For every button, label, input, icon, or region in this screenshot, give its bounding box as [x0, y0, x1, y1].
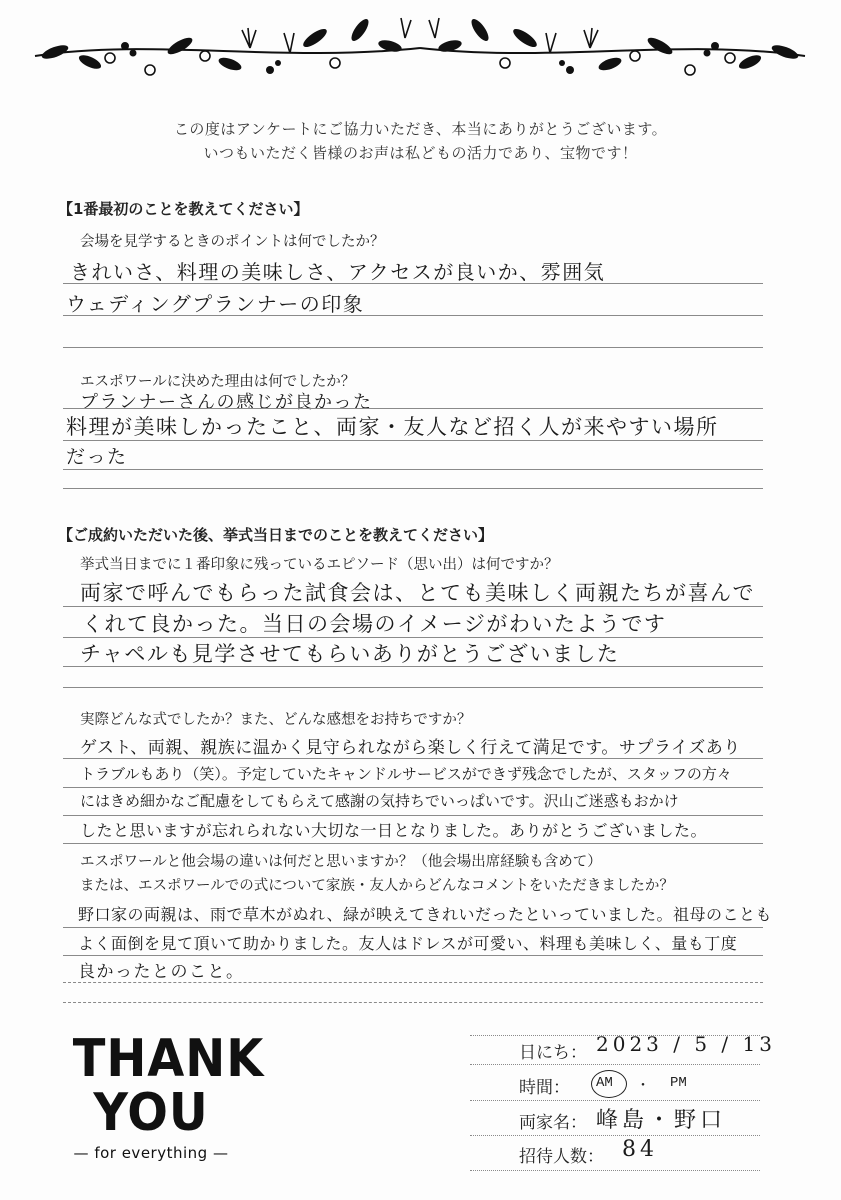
thank-you-tagline: — for everything —	[73, 1144, 229, 1162]
answer-ceremony-line-3: にはきめ細かなご配慮をしてもらえて感謝の気持ちでいっぱいです。沢山ご迷惑もおかけ	[80, 792, 679, 810]
answer-episode-line-1: 両家で呼んでもらった試食会は、とても美味しく両親たちが喜んで	[80, 581, 755, 605]
time-option-am: AM	[596, 1075, 613, 1091]
question-difference-line-1: エスポワールと他会場の違いは何だと思いますか？（他会場出席経験も含めて）	[80, 854, 602, 870]
answer-rule	[63, 687, 763, 688]
answer-ceremony-line-1: ゲスト、両親、親族に温かく見守られながら楽しく行えて満足です。サプライズあり	[80, 738, 741, 758]
answer-reason-line-3: だった	[66, 446, 128, 468]
answer-difference-line-2: よく面倒を見て頂いて助かりました。友人はドレスが可愛い、料理も美味しく、量も丁度	[78, 934, 738, 953]
time-label: 時間：	[519, 1078, 570, 1098]
thank-you-logo	[66, 1029, 265, 1162]
families-value: 峰島・野口	[596, 1108, 727, 1133]
answer-rule	[63, 283, 763, 284]
answer-rule	[63, 347, 763, 348]
answer-rule	[63, 927, 763, 928]
answer-reason-line-1: プランナーさんの感じが良かった	[80, 392, 373, 413]
answer-rule	[63, 955, 763, 956]
question-reason-chosen: エスポワールに決めた理由は何でしたか？	[80, 374, 356, 390]
answer-venue-points-line-1: きれいさ、料理の美味しさ、アクセスが良いか、雰囲気	[70, 260, 606, 284]
section-1-heading: 【1番最初のことを教えてください】	[58, 200, 309, 218]
intro-line-2: いつもいただく皆様のお声は私どもの活力であり、宝物です！	[203, 144, 638, 162]
answer-rule	[63, 408, 763, 409]
thank-you-word-you: YOU	[93, 1083, 209, 1143]
answer-rule	[63, 315, 763, 316]
footer-rule	[470, 1135, 760, 1136]
answer-rule	[63, 469, 763, 470]
answer-reason-line-2: 料理が美味しかったこと、両家・友人など招く人が来やすい場所	[66, 415, 719, 439]
families-label: 両家名：	[519, 1113, 587, 1133]
footer-rule	[470, 1170, 760, 1171]
question-ceremony-impression: 実際どんな式でしたか？また、どんな感想をお持ちですか？	[80, 712, 472, 728]
question-episode: 挙式当日までに１番印象に残っているエピソード（思い出）は何ですか？	[80, 557, 559, 573]
answer-ceremony-line-4: したと思いますが忘れられない大切な一日となりました。ありがとうございました。	[80, 821, 708, 840]
intro-line-1: この度はアンケートにご協力いただき、本当にありがとうございます。	[173, 120, 668, 138]
answer-rule	[63, 982, 763, 983]
answer-venue-points-line-2: ウェディングプランナーの印象	[66, 292, 365, 316]
answer-episode-line-3: チャペルも見学させてもらいありがとうございました	[80, 642, 620, 666]
answer-rule	[63, 488, 763, 489]
answer-rule	[63, 815, 763, 816]
question-difference-line-2: または、エスポワールでの式について家族・友人からどんなコメントをいただきましたか？	[80, 878, 674, 894]
answer-rule	[63, 787, 763, 788]
footer-rule	[470, 1100, 760, 1101]
date-label: 日にち：	[519, 1043, 587, 1063]
time-option-pm: PM	[670, 1075, 687, 1091]
answer-ceremony-line-2: トラブルもあり（笑）。予定していたキャンドルサービスができず残念でしたが、スタッフの方々	[80, 765, 732, 783]
answer-rule	[63, 758, 763, 759]
answer-rule	[63, 440, 763, 441]
answer-rule	[63, 606, 763, 607]
section-2-heading: 【ご成約いただいた後、挙式当日までのことを教えてください】	[58, 526, 494, 544]
answer-difference-line-1: 野口家の両親は、雨で草木がぬれ、緑が映えてきれいだったといっていました。祖母のことも	[78, 905, 772, 924]
botanical-garland-decoration	[30, 8, 810, 98]
answer-episode-line-2: くれて良かった。当日の会場のイメージがわいたようです	[82, 612, 667, 636]
date-value: 2023 / 5 / 13	[596, 1032, 776, 1056]
question-venue-points: 会場を見学するときのポイントは何でしたか？	[80, 234, 385, 250]
answer-rule	[63, 666, 763, 667]
time-separator: ・	[636, 1079, 650, 1095]
guests-label: 招待人数：	[519, 1147, 604, 1167]
answer-difference-line-3: 良かったとのこと。	[78, 962, 245, 982]
thank-you-word-thank: THANK	[72, 1029, 265, 1089]
answer-rule	[63, 1002, 763, 1003]
answer-rule	[63, 843, 763, 844]
footer-rule	[470, 1064, 760, 1065]
guests-value: 84	[622, 1137, 658, 1162]
